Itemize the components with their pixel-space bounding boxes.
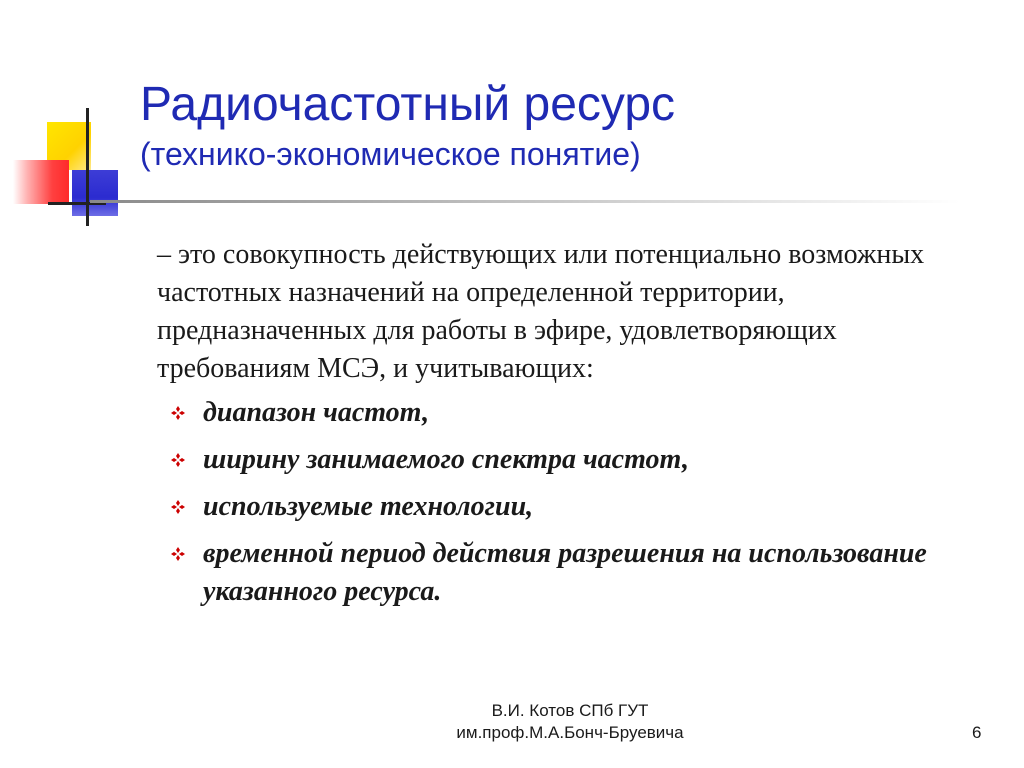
four-diamond-bullet-icon: [169, 404, 187, 422]
footer-author: В.И. Котов СПб ГУТ: [491, 701, 649, 720]
bullet-text: ширину занимаемого спектра частот,: [203, 444, 689, 475]
bullet-item: [157, 394, 977, 432]
footer-institution: им.проф.М.А.Бонч-Бруевича: [456, 723, 684, 742]
bullet-text: временной период действия разрешения на использование указанного ресурса.: [203, 538, 927, 607]
logo-blue-square: [72, 170, 118, 216]
logo-red-square: [13, 160, 69, 204]
four-diamond-bullet-icon: [169, 545, 187, 563]
bullet-item: [157, 535, 977, 611]
page-number: 6: [972, 723, 982, 742]
title-divider: [90, 200, 960, 203]
four-diamond-bullet-icon: [169, 451, 187, 469]
logo-vertical-line: [86, 108, 89, 226]
decorative-logo: [10, 108, 140, 228]
definition-text: – это совокупность действующих или потенциально возможных частотных назначений на определенной территории, предназначенных для работы в эфире, удовлетворяющих требованиям МСЭ, и учитывающих:: [157, 239, 925, 384]
slide-body: [157, 236, 977, 620]
bullet-text: диапазон частот,: [203, 397, 430, 428]
bullet-text: используемые технологии,: [203, 491, 534, 522]
slide-title: [140, 76, 675, 174]
title-subtitle: (технико-экономическое понятие): [140, 136, 641, 172]
title-main: Радиочастотный ресурс: [140, 78, 676, 131]
bullet-item: [157, 488, 977, 526]
footer: [400, 700, 740, 744]
four-diamond-bullet-icon: [169, 498, 187, 516]
bullet-list: [157, 394, 977, 611]
bullet-item: [157, 441, 977, 479]
